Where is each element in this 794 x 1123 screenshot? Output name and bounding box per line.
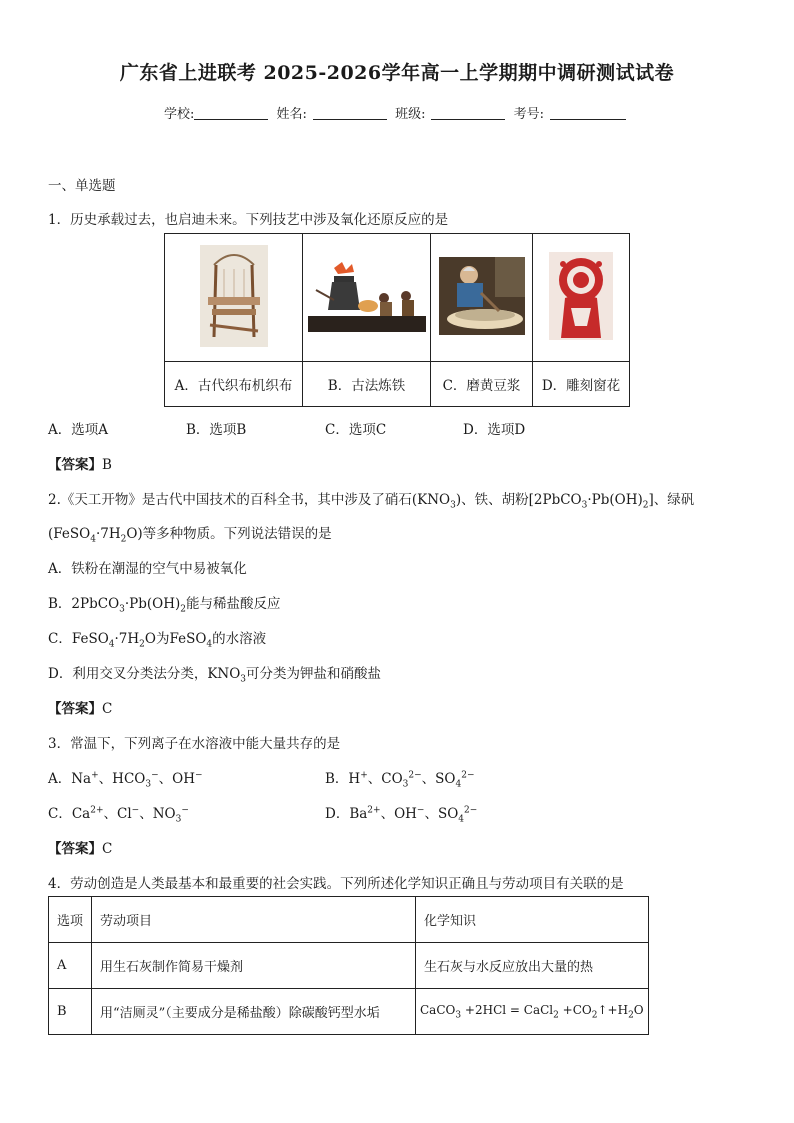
- header-option: 选项: [49, 897, 92, 943]
- student-info-line: [0, 103, 794, 122]
- q2-option-c[interactable]: C．$FeSO_4\cdot 7H_2O$为FeSO$_4$的水溶液: [48, 631, 267, 650]
- school-blank[interactable]: [194, 105, 268, 120]
- q4-table: [48, 896, 649, 1035]
- row-b-labor: 用“洁厕灵”（主要成分是稀盐酸）除碳酸钙型水垢: [92, 989, 416, 1035]
- q2-option-a[interactable]: A．铁粉在潮湿的空气中易被氧化: [48, 561, 247, 577]
- name-label: 姓名:: [276, 107, 307, 122]
- q1-option-b[interactable]: B．选项B: [186, 422, 247, 438]
- q3-answer: [48, 837, 112, 857]
- header-chem: 化学知识: [416, 897, 649, 943]
- answer-value: C: [102, 841, 113, 857]
- q2-stem-line2: $(FeSO_4\cdot 7H_2O)$等多种物质。下列说法错误的是: [48, 526, 332, 545]
- q3-option-b[interactable]: B．H+、$CO_3^{2-}$、$SO_4^{2-}$: [325, 770, 475, 790]
- q1-caption-a: A．古代织布机织布: [165, 362, 303, 407]
- row-b-chem: CaCO$_3$ +2HCl = CaCl$_2$ $+CO_2↑+H_2O$: [416, 989, 649, 1035]
- q1-option-d[interactable]: D．选项D: [463, 422, 526, 438]
- header-labor: 劳动项目: [92, 897, 416, 943]
- q2-answer: [48, 697, 112, 717]
- exam-title: 广东省上进联考 2025-2026学年高一上学期期中调研测试试卷: [119, 62, 675, 84]
- q4-stem: 4．劳动创造是人类最基本和最重要的社会实践。下列所述化学知识正确且与劳动项目有关联的是: [48, 876, 624, 892]
- answer-value: C: [102, 701, 113, 717]
- table-row: [49, 943, 649, 989]
- name-blank[interactable]: [313, 105, 387, 120]
- q1-options-table: [164, 233, 630, 407]
- q1-image-cell-c: [431, 234, 533, 362]
- soybean-grinding-image: [439, 257, 525, 335]
- school-label: 学校:: [164, 107, 195, 122]
- q1-stem: 1．历史承载过去，也启迪未来。下列技艺中涉及氧化还原反应的是: [48, 212, 449, 228]
- answer-tag: 【答案】: [48, 457, 102, 473]
- answer-tag: 【答案】: [48, 841, 102, 857]
- q1-option-c[interactable]: C．选项C: [325, 422, 387, 438]
- q1-image-cell-d: [533, 234, 630, 362]
- q1-caption-c: C．磨黄豆浆: [431, 362, 533, 407]
- q2-option-b[interactable]: B．$2PbCO_3\cdot Pb(OH)_2$能与稀盐酸反应: [48, 596, 281, 615]
- answer-tag: 【答案】: [48, 701, 102, 717]
- row-b-option: B: [49, 989, 92, 1035]
- q1-image-cell-a: [165, 234, 303, 362]
- exam-no-label: 考号:: [513, 107, 544, 122]
- q3-option-a[interactable]: A．Na+、$HCO_3^-$、OH−: [48, 770, 203, 790]
- table-row: [49, 989, 649, 1035]
- class-blank[interactable]: [431, 105, 505, 120]
- row-a-chem: 生石灰与水反应放出大量的热: [416, 943, 649, 989]
- q1-option-a[interactable]: A．选项A: [48, 422, 108, 438]
- answer-value: B: [102, 457, 112, 473]
- q1-caption-b: B．古法炼铁: [303, 362, 431, 407]
- row-a-option: A: [49, 943, 92, 989]
- q3-option-c[interactable]: C．$Ca^{2+}$、Cl−、$NO_3^-$: [48, 805, 189, 825]
- q3-stem: 3．常温下，下列离子在水溶液中能大量共存的是: [48, 736, 341, 752]
- q1-image-cell-b: [303, 234, 431, 362]
- q2-stem-line1: 2.《天工开物》是古代中国技术的百科全书，其中涉及了硝石$(KNO_3)$、铁、胡粉$[2PbCO_3\cdot Pb(OH)_2]$、绿矾: [48, 492, 695, 511]
- paper-cutting-image: [549, 252, 613, 340]
- exam-no-blank[interactable]: [550, 105, 626, 120]
- row-a-labor: 用生石灰制作简易干燥剂: [92, 943, 416, 989]
- q1-caption-d: D．雕刻窗花: [533, 362, 630, 407]
- q1-answer: [48, 453, 112, 473]
- section-heading: 一、单选题: [48, 178, 116, 194]
- table-header-row: [49, 897, 649, 943]
- iron-smelting-image: [308, 260, 426, 332]
- class-label: 班级:: [395, 107, 426, 122]
- q3-option-d[interactable]: D．$Ba^{2+}$、OH−、$SO_4^{2-}$: [325, 805, 478, 825]
- loom-image: [200, 245, 268, 347]
- q2-option-d[interactable]: D．利用交叉分类法分类，$KNO_3$可分类为钾盐和硝酸盐: [48, 666, 382, 685]
